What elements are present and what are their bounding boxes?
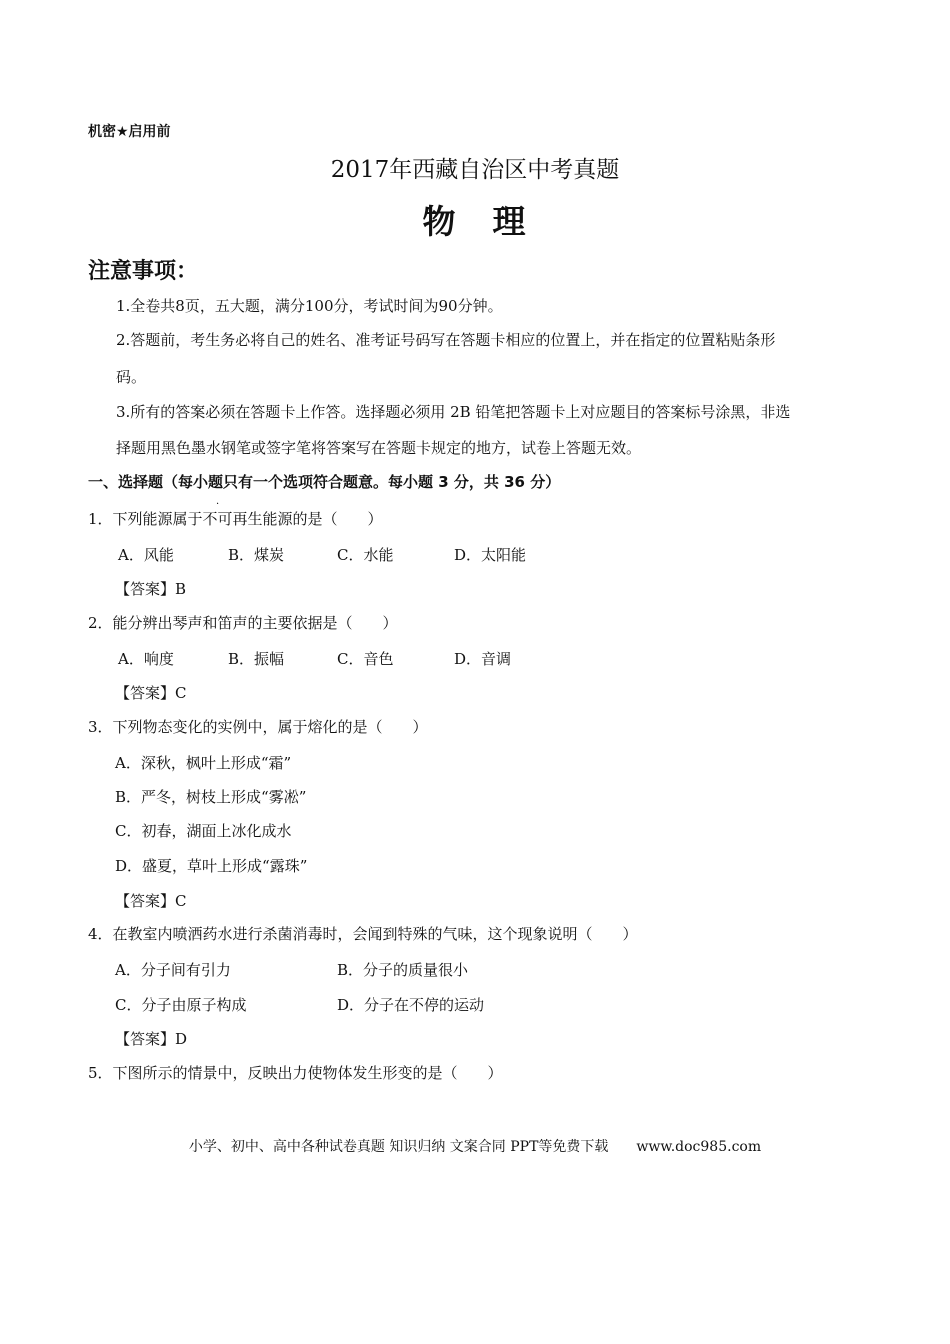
question-1-option-b: B．煤炭: [228, 546, 285, 564]
question-5-stem: 5．下图所示的情景中，反映出力使物体发生形变的是（ ）: [88, 1064, 503, 1082]
question-3-option-d: D．盛夏，草叶上形成“露珠”: [115, 857, 308, 875]
question-4-option-c: C．分子由原子构成: [115, 996, 247, 1014]
question-2-option-c: C．音色: [337, 650, 394, 668]
footer-url-link[interactable]: www.doc985.com: [636, 1139, 762, 1155]
question-3-option-c: C．初春，湖面上冰化成水: [115, 822, 292, 840]
question-2-stem: 2．能分辨出琴声和笛声的主要依据是（ ）: [88, 614, 398, 632]
question-1-stem: 1．下列能源属于不可再生能源的是（ ）: [88, 510, 383, 528]
notice-item-2: 2.答题前，考生务必将自己的姓名、准考证号码写在答题卡相应的位置上，并在指定的位置粘贴条形: [116, 331, 776, 349]
notice-item-3-cont: 择题用黑色墨水钢笔或签字笔将答案写在答题卡规定的地方，试卷上答题无效。: [116, 439, 642, 457]
question-4-option-b: B．分子的质量很小: [337, 961, 469, 979]
question-1-option-d: D．太阳能: [454, 546, 527, 564]
notice-item-3: 3.所有的答案必须在答题卡上作答。选择题必须用 2B 铅笔把答题卡上对应题目的答案标号涂黑，非选: [116, 403, 791, 421]
question-1-answer: 【答案】B: [115, 580, 187, 598]
question-2-answer: 【答案】C: [115, 684, 187, 702]
subject-title: 物 理: [422, 202, 528, 241]
question-2-option-b: B．振幅: [228, 650, 285, 668]
confidential-label: 机密★启用前: [88, 124, 171, 140]
question-3-option-a: A．深秋，枫叶上形成“霜”: [115, 754, 292, 772]
question-3-stem: 3．下列物态变化的实例中，属于熔化的是（ ）: [88, 718, 428, 736]
exam-title: 2017年西藏自治区中考真题: [330, 157, 620, 183]
question-1-option-a: A．风能: [118, 546, 174, 564]
question-1-option-c: C．水能: [337, 546, 394, 564]
page-footer: [0, 1136, 950, 1156]
section-heading: 一、选择题（每小题只有一个选项符合题意。每小题 3 分，共 36 分）: [88, 473, 561, 491]
emphasis-dot: ·: [216, 499, 220, 510]
question-3-option-b: B．严冬，树枝上形成“雾凇”: [115, 788, 307, 806]
question-2-option-d: D．音调: [454, 650, 512, 668]
question-4-option-a: A．分子间有引力: [115, 961, 231, 979]
question-4-stem: 4．在教室内喷洒药水进行杀菌消毒时，会闻到特殊的气味，这个现象说明（ ）: [88, 925, 638, 943]
footer-text: 小学、初中、高中各种试卷真题 知识归纳 文案合同 PPT等免费下载: [188, 1139, 609, 1155]
notice-item-2-cont: 码。: [116, 368, 147, 386]
question-2-option-a: A．响度: [118, 650, 174, 668]
question-4-option-d: D．分子在不停的运动: [337, 996, 485, 1014]
notice-item-1: 1.全卷共8页，五大题，满分100分，考试时间为90分钟。: [116, 297, 503, 315]
notice-heading: 注意事项：: [88, 259, 199, 284]
question-4-answer: 【答案】D: [115, 1030, 188, 1048]
question-3-answer: 【答案】C: [115, 892, 187, 910]
